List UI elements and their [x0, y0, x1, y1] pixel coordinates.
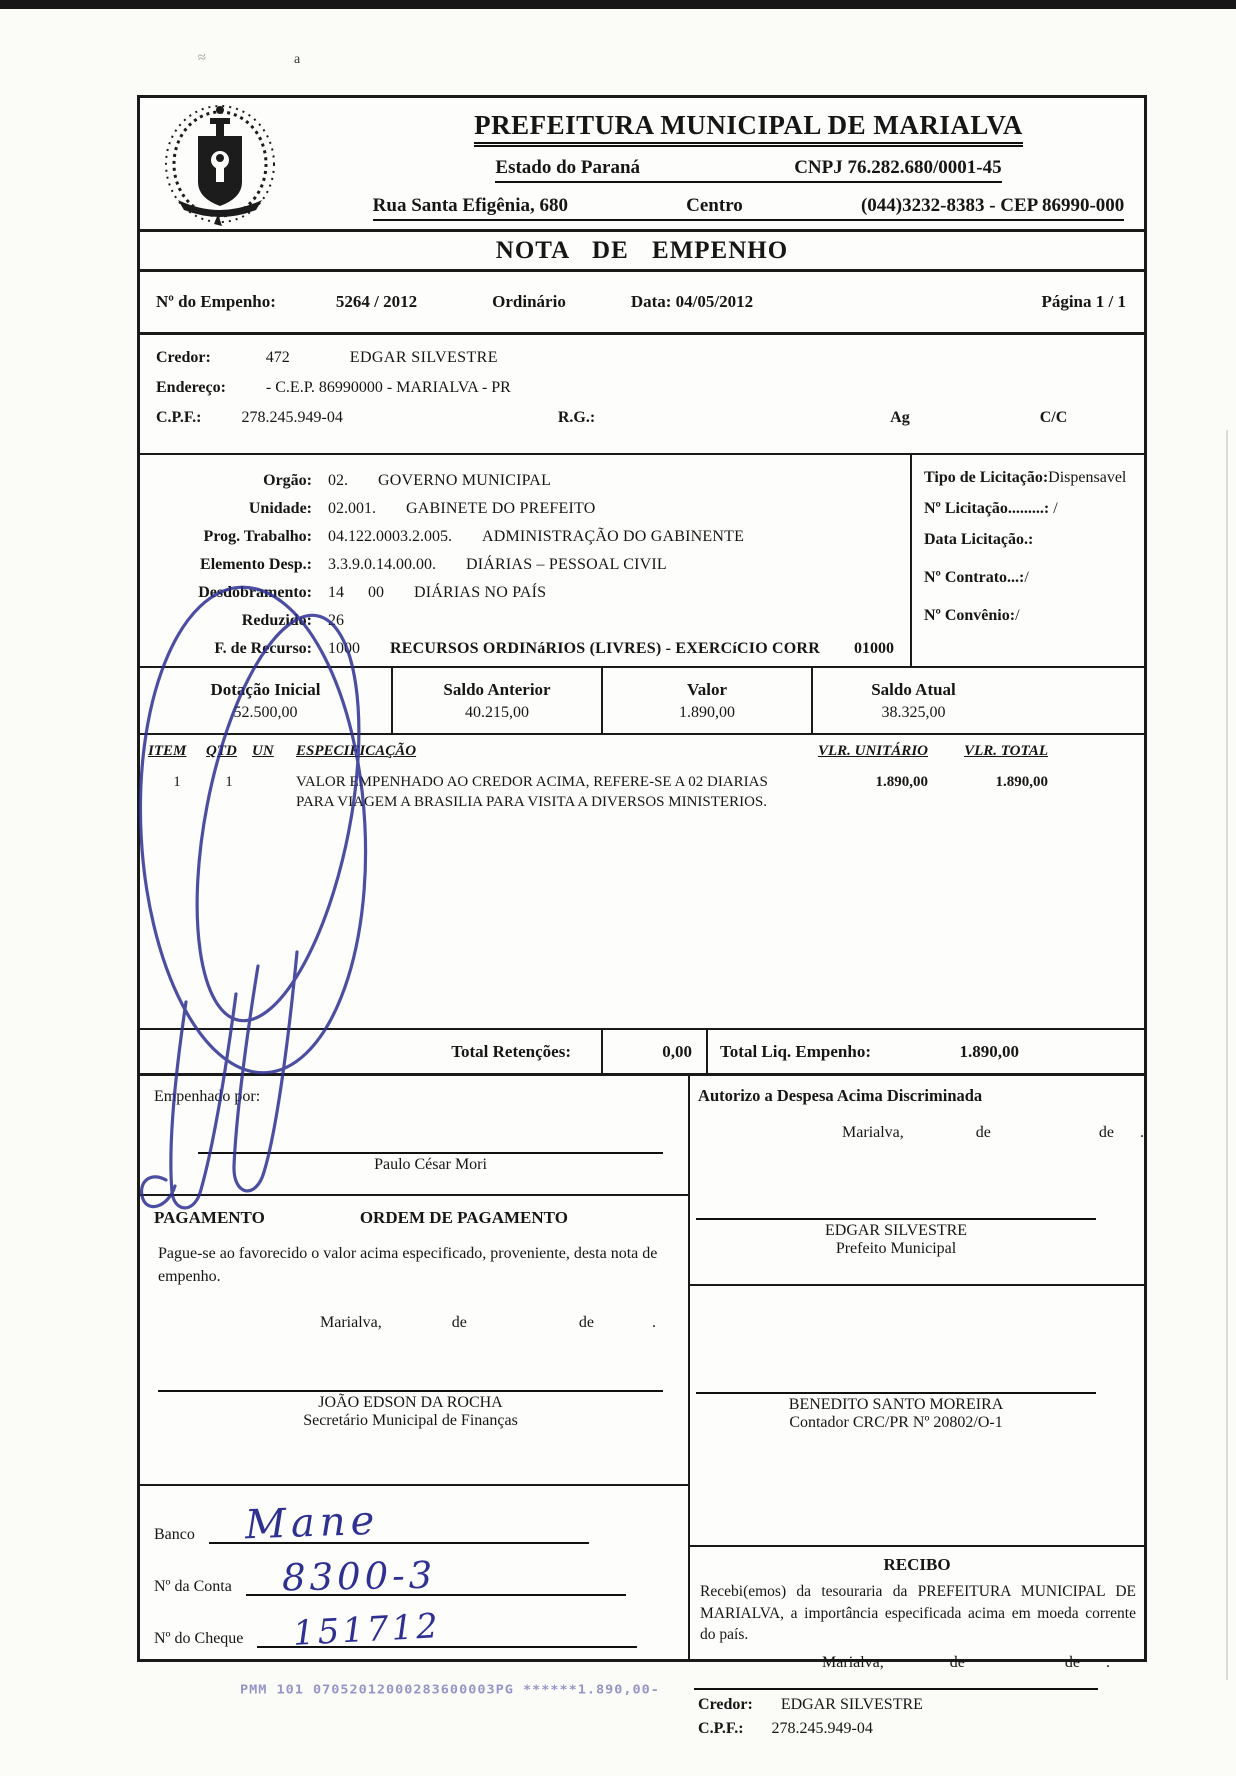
total-liq-label: Total Liq. Empenho:: [720, 1041, 871, 1061]
rg-label: R.G.:: [557, 409, 596, 426]
empenho-number-label: Nº do Empenho:: [156, 292, 276, 311]
fonte-recurso-desc: RECURSOS ORDINáRIOS (LIVRES) - EXERCíCIO CORR: [390, 640, 820, 657]
de-label: de: [1098, 1124, 1114, 1141]
classification-section: [140, 455, 1144, 668]
cpf-label: C.P.F.:: [156, 409, 202, 426]
endereco-label: Endereço:: [156, 379, 226, 396]
item-qtd: 1: [225, 774, 233, 790]
contador-box: [690, 1392, 1144, 1547]
pagamento-body: Pague-se ao favorecido o valor acima especificado, proveniente, desta nota de empenho.: [158, 1245, 658, 1286]
district: Centro: [686, 195, 743, 216]
endereco-value: - C.E.P. 86990000 - MARIALVA - PR: [265, 379, 511, 396]
desdobramento-code: 14 00: [328, 584, 384, 601]
num-licitacao-label: Nº Licitação.........:: [924, 500, 1050, 517]
orgao-label: Orgão:: [263, 472, 312, 489]
valor-value: 1.890,00: [679, 703, 735, 721]
saldo-anterior-label: Saldo Anterior: [443, 679, 551, 699]
recibo-cpf-value: 278.245.949-04: [771, 1720, 873, 1738]
period-mark: .: [1140, 1124, 1144, 1141]
item-vlr-total: 1.890,00: [995, 774, 1048, 790]
orgao-code: 02.: [328, 472, 348, 489]
empenhado-box: [140, 1076, 688, 1196]
recibo-credor-value: EDGAR SILVESTRE: [780, 1696, 923, 1714]
street-address: Rua Santa Efigênia, 680: [372, 195, 568, 216]
tipo-licitacao-value: Dispensavel: [1048, 469, 1127, 486]
empenho-number-row: [140, 272, 1144, 335]
banco-label: Banco: [154, 1526, 195, 1543]
num-contrato-value: /: [1024, 569, 1029, 586]
signature-line: [158, 1390, 663, 1392]
mayor-title: Prefeito Municipal: [835, 1240, 957, 1257]
prog-trabalho-desc: ADMINISTRAÇÃO DO GABINENTE: [482, 528, 745, 545]
items-header-row: [140, 743, 1144, 760]
fonte-recurso-extra: 01000: [854, 640, 894, 657]
qtd-header: QTD: [206, 743, 237, 759]
state-label: Estado do Paraná: [495, 157, 641, 178]
recibo-title: RECIBO: [883, 1555, 951, 1574]
city-date-line: [690, 1654, 1144, 1672]
page-indicator: Página 1 / 1: [1041, 292, 1126, 311]
document-title-band: [140, 232, 1144, 272]
total-liq-value: 1.890,00: [959, 1041, 1019, 1061]
empenho-date: Data: 04/05/2012: [630, 292, 754, 311]
item-row: [140, 774, 1144, 791]
city-date-line: [140, 1314, 688, 1332]
data-licitacao-label: Data Licitação.:: [924, 531, 1034, 548]
period-mark: .: [1106, 1654, 1110, 1672]
unidade-desc: GABINETE DO PREFEITO: [406, 500, 596, 517]
items-section: [140, 735, 1144, 1030]
cheque-field-line: [257, 1606, 637, 1654]
tipo-licitacao-label: Tipo de Licitação:: [924, 469, 1049, 486]
prog-trabalho-label: Prog. Trabalho:: [203, 528, 312, 545]
vlr-unitario-header: VLR. UNITÁRIO: [817, 743, 928, 759]
num-licitacao-value: /: [1049, 500, 1058, 517]
item-spec-line2: PARA VIAGEM A BRASILIA PARA VISITA A DIVERSOS MINISTERIOS.: [296, 794, 767, 810]
item-header: ITEM: [148, 743, 187, 759]
valor-label: Valor: [687, 679, 727, 699]
period-mark: .: [651, 1314, 656, 1332]
total-retencoes-value: 0,00: [603, 1030, 708, 1073]
pagamento-box: [140, 1196, 688, 1486]
conta-handwritten-value: 8300-3: [281, 1553, 437, 1600]
banking-box: [140, 1486, 688, 1660]
licitacao-box: [910, 455, 1144, 666]
valor-cell: [603, 668, 813, 733]
autorizo-box: [690, 1076, 1144, 1286]
contador-title: Contador CRC/PR Nº 20802/O-1: [789, 1414, 1003, 1431]
banco-handwritten-value: Mane: [244, 1497, 380, 1549]
saldo-atual-value: 38.325,00: [881, 703, 946, 721]
vlr-total-header: VLR. TOTAL: [964, 743, 1048, 759]
empenhado-signer-name: Paulo César Mori: [374, 1156, 487, 1173]
recibo-box: [690, 1547, 1144, 1766]
de-label: de: [949, 1654, 965, 1672]
empenho-number: 5264 / 2012: [335, 292, 418, 311]
municipality-title: PREFEITURA MUNICIPAL DE MARIALVA: [474, 110, 1023, 147]
city-label: Marialva,: [842, 1124, 904, 1141]
desdobramento-desc: DIÁRIAS NO PAÍS: [414, 584, 547, 601]
page-edge-shadow: [1226, 430, 1228, 1680]
form-header: [140, 98, 1144, 232]
signature-line: [696, 1218, 1096, 1220]
recibo-credor-label: Credor:: [698, 1696, 753, 1714]
pen-smudge: a: [294, 52, 301, 67]
dot-matrix-footer: PMM 101 07052012000283600003PG ******1.890,00-: [240, 1682, 660, 1698]
de-label: de: [578, 1314, 594, 1332]
saldo-anterior-value: 40.215,00: [465, 703, 529, 721]
num-convenio-label: Nº Convênio:: [924, 607, 1016, 624]
cheque-label: Nº do Cheque: [154, 1630, 244, 1647]
signature-line: [694, 1688, 1098, 1690]
budget-balance-table: [140, 668, 1144, 735]
city-date-line: [690, 1124, 1144, 1142]
ag-label: Ag: [890, 409, 910, 426]
cc-label: C/C: [1039, 409, 1068, 426]
item-un: [252, 774, 296, 791]
autorizo-title: Autorizo a Despesa Acima Discriminada: [698, 1086, 983, 1105]
creditor-section: [140, 335, 1144, 455]
especificacao-header: ESPECIFICAÇÃO: [296, 743, 417, 759]
pagamento-title: PAGAMENTO: [154, 1208, 265, 1227]
de-label: de: [451, 1314, 467, 1332]
cheque-handwritten-value: 151712: [292, 1606, 443, 1654]
cpf-value: 278.245.949-04: [241, 409, 343, 426]
dotacao-inicial-label: Dotação Inicial: [210, 679, 321, 699]
elemento-desp-code: 3.3.9.0.14.00.00.: [328, 556, 436, 573]
recibo-cpf-label: C.P.F.:: [698, 1720, 744, 1738]
phone-cep: (044)3232-8383 - CEP 86990-000: [860, 195, 1125, 216]
conta-field-line: [246, 1553, 626, 1600]
contador-name: BENEDITO SANTO MOREIRA: [788, 1396, 1004, 1413]
mayor-name: EDGAR SILVESTRE: [824, 1222, 968, 1239]
empenho-type: Ordinário: [492, 292, 566, 311]
credor-label: Credor:: [156, 349, 211, 366]
num-convenio-value: /: [1015, 607, 1020, 624]
signature-line: [198, 1152, 663, 1154]
elemento-desp-label: Elemento Desp.:: [200, 556, 312, 573]
desdobramento-label: Desdobramento:: [198, 584, 312, 601]
orgao-desc: GOVERNO MUNICIPAL: [378, 472, 552, 489]
saldo-anterior-cell: [393, 668, 603, 733]
city-label: Marialva,: [822, 1654, 884, 1672]
credor-name: EDGAR SILVESTRE: [349, 349, 498, 366]
totals-row: [140, 1030, 1144, 1076]
unidade-code: 02.001.: [328, 500, 376, 517]
item-number: 1: [173, 774, 181, 790]
dotacao-inicial-value: 52.500,00: [233, 703, 298, 721]
saldo-atual-cell: [813, 668, 1144, 733]
num-contrato-label: Nº Contrato...:: [924, 569, 1025, 586]
recibo-body: Recebi(emos) da tesouraria da PREFEITURA MUNICIPAL DE MARIALVA, a importância especificada acima em moeda corrente do país.: [700, 1583, 1136, 1644]
coat-of-arms-logo: [158, 102, 348, 230]
total-retencoes-label: Total Retenções:: [140, 1030, 603, 1073]
elemento-desp-desc: DIÁRIAS – PESSOAL CIVIL: [466, 556, 667, 573]
saldo-atual-label: Saldo Atual: [871, 679, 956, 699]
document-title: NOTA DE EMPENHO: [495, 236, 789, 264]
fonte-recurso-code: 1000: [328, 640, 360, 657]
pen-smudge: ≈: [196, 49, 208, 67]
de-label: de: [1064, 1654, 1080, 1672]
reduzido-code: 26: [328, 612, 344, 629]
unidade-label: Unidade:: [248, 500, 312, 517]
cnpj-label: CNPJ 76.282.680/0001-45: [794, 157, 1002, 178]
credor-code: 472: [265, 349, 290, 366]
dotacao-inicial-cell: [140, 668, 393, 733]
de-label: de: [975, 1124, 991, 1141]
un-header: UN: [252, 743, 274, 759]
city-label: Marialva,: [320, 1314, 382, 1332]
finance-secretary-title: Secretário Municipal de Finanças: [303, 1412, 518, 1430]
item-spec-line1: VALOR EMPENHADO AO CREDOR ACIMA, REFERE-SE A 02 DIARIAS: [296, 774, 768, 790]
scanner-edge-bar: [0, 0, 1236, 9]
prog-trabalho-code: 04.122.0003.2.005.: [328, 528, 452, 545]
fonte-recurso-label: F. de Recurso:: [214, 640, 312, 657]
reduzido-label: Reduzido:: [241, 612, 312, 629]
conta-label: Nº da Conta: [154, 1578, 232, 1595]
ordem-pagamento-title: ORDEM DE PAGAMENTO: [359, 1208, 568, 1227]
empenhado-label: Empenhado por:: [154, 1088, 261, 1105]
banco-field-line: [209, 1497, 589, 1549]
item-vlr-unitario: 1.890,00: [875, 774, 928, 790]
signature-line: [696, 1392, 1096, 1394]
finance-secretary-name: JOÃO EDSON DA ROCHA: [318, 1394, 503, 1412]
